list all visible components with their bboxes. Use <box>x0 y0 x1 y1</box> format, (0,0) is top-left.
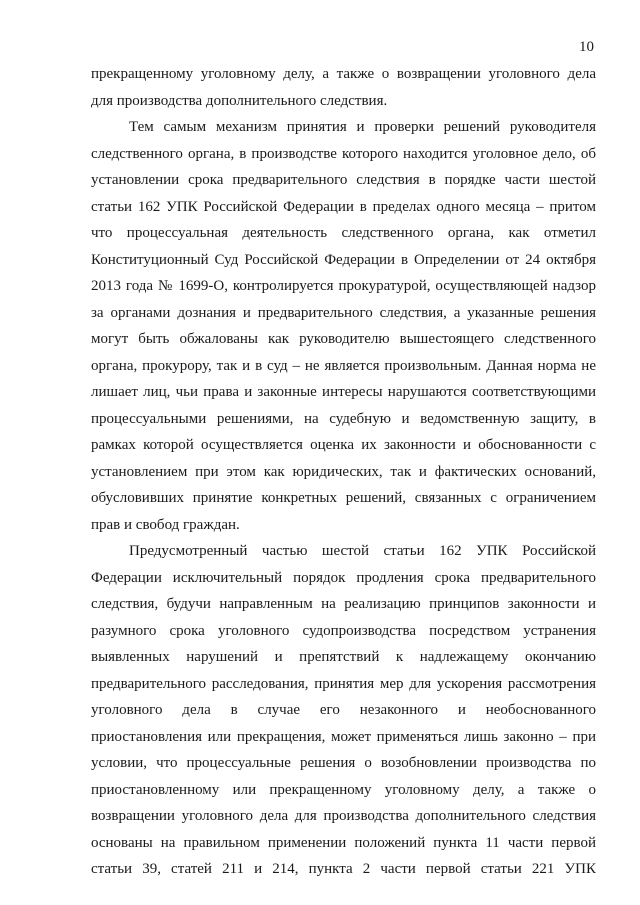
paragraph <box>91 538 596 883</box>
text-line: выявленных нарушений и препятствий к надлежащему окончанию <box>91 649 596 665</box>
text-line: органа, прокурору, так и в суд – не является произвольным. Данная норма не <box>91 357 596 374</box>
text-line: лишает лиц, чьи права и законные интересы нарушаются соответствующими <box>91 384 596 400</box>
text-line: 2013 года № 1699-О, контролируется прокуратурой, осуществляющей надзор <box>91 278 596 294</box>
paragraph <box>91 61 596 114</box>
text-line: Конституционный Суд Российской Федерации в Определении от 24 октября <box>91 251 596 268</box>
text-line: для производства дополнительного следствия. <box>91 92 388 109</box>
text-line: статьи 162 УПК Российской Федерации в пределах одного месяца – притом <box>91 198 596 215</box>
text-line: Предусмотренный частью шестой статьи 162 УПК Российской <box>129 543 596 559</box>
text-line: Федерации исключительный порядок продления срока предварительного <box>91 569 596 586</box>
body-text <box>91 61 596 883</box>
text-line: что процессуальная деятельность следственного органа, как отметил <box>91 225 596 241</box>
text-line: могут быть обжалованы как руководителю вышестоящего следственного <box>91 331 596 347</box>
text-line: прекращенному уголовному делу, а также о возвращении уголовного дела <box>91 66 596 82</box>
paragraph <box>91 114 596 538</box>
text-line: прав и свобод граждан. <box>91 516 240 533</box>
text-line: статьи 39, статей 211 и 214, пункта 2 части первой статьи 221 УПК <box>91 861 596 877</box>
page-number: 10 <box>579 39 594 55</box>
text-line: следствия, будучи направленным на реализацию принципов законности и <box>91 596 596 612</box>
text-line: основаны на правильном применении положений пункта 11 части первой <box>91 834 596 851</box>
text-line: уголовного дела в случае его незаконного и необоснованного <box>91 702 596 718</box>
text-line: обусловивших принятие конкретных решений, связанных с ограничением <box>91 490 596 506</box>
text-line: рамках которой осуществляется оценка их законности и обоснованности с <box>91 437 596 453</box>
text-line: установлении срока предварительного следствия в порядке части шестой <box>91 172 596 188</box>
text-line: следственного органа, в производстве которого находится уголовное дело, об <box>91 145 596 162</box>
text-line: за органами дознания и предварительного следствия, а указанные решения <box>91 304 596 321</box>
text-line: разумного срока уголовного судопроизводства посредством устранения <box>91 622 596 639</box>
text-line: процессуальными решениями, на судебную и ведомственную защиту, в <box>91 410 596 427</box>
text-line: приостановления или прекращения, может применяться лишь законно – при <box>91 728 596 745</box>
text-line: возвращении уголовного дела для производства дополнительного следствия <box>91 808 596 824</box>
text-line: условии, что процессуальные решения о возобновлении производства по <box>91 755 596 771</box>
text-line: установлением при этом как юридических, так и фактических оснований, <box>91 463 596 480</box>
text-line: предварительного расследования, принятия мер для ускорения рассмотрения <box>91 675 596 692</box>
text-line: приостановленному или прекращенному уголовному делу, а также о <box>91 781 596 798</box>
text-line: Тем самым механизм принятия и проверки решений руководителя <box>129 119 596 135</box>
